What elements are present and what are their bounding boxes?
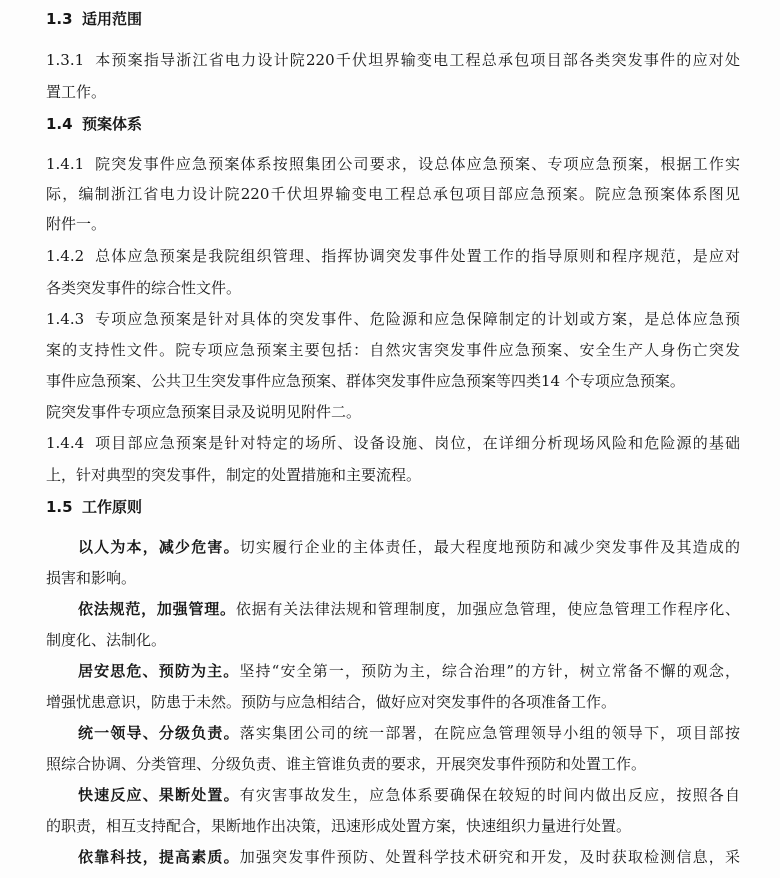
clause-1-3-1-line-1 [46, 49, 740, 71]
clause-1-4-4-line-1 [46, 432, 740, 454]
clause-1-4-1-line-1 [46, 153, 740, 175]
clause-text: 上，针对典型的突发事件，制定的处置措施和主要流程。 [46, 466, 422, 484]
section-number: 1.4 [46, 115, 73, 133]
clause-number: 1.4.1 [46, 155, 85, 173]
clause-text: 附件一。 [46, 215, 107, 233]
principle-2-line-2 [46, 629, 740, 651]
principle-text: 照综合协调、分类管理、分级负责、谁主管谁负责的要求，开展突发事件预防和处置工作。 [46, 755, 647, 773]
principle-text: 增强忧患意识，防患于未然。预防与应急相结合，做好应对突发事件的各项准备工作。 [46, 693, 617, 711]
principle-text: 有灾害事故发生，应急体系要确保在较短的时间内做出反应，按照各自 [239, 786, 740, 804]
clause-1-4-3-line-3 [46, 370, 740, 392]
section-title: 工作原则 [82, 498, 143, 516]
principle-text: 损害和影响。 [46, 569, 137, 587]
principle-text: 落实集团公司的统一部署，在院应急管理领导小组的领导下，项目部按 [239, 724, 740, 742]
principle-lead: 快速反应、果断处置。 [78, 786, 240, 804]
clause-1-4-3-line-2 [46, 339, 740, 361]
clause-1-4-1-line-2 [46, 183, 740, 205]
clause-number: 1.4.4 [46, 434, 85, 452]
principle-lead: 统一领导、分级负责。 [78, 724, 240, 742]
principle-text: 坚持“安全第一，预防为主，综合治理”的方针，树立常备不懈的观念， [239, 662, 740, 680]
clause-1-4-3-line-1 [46, 308, 740, 330]
section-heading-1-5 [46, 496, 740, 518]
clause-text: 专项应急预案是针对具体的突发事件、危险源和应急保障制定的计划或方案，是总体应急预 [94, 310, 740, 328]
principle-text: 依据有关法律法规和管理制度，加强应急管理，使应急管理工作程序化、 [235, 600, 740, 618]
clause-1-4-2-line-1 [46, 245, 740, 267]
clause-text: 置工作。 [46, 83, 107, 101]
section-title: 预案体系 [82, 115, 143, 133]
principle-5-line-1 [78, 784, 740, 806]
principle-3-line-2 [46, 691, 740, 713]
clause-text: 案的支持性文件。院专项应急预案主要包括：自然灾害突发事件应急预案、安全生产人身伤亡突发 [46, 341, 740, 359]
principle-text: 的职责，相互支持配合，果断地作出决策，迅速形成处置方案，快速组织力量进行处置。 [46, 817, 632, 835]
clause-number: 1.4.2 [46, 247, 85, 265]
principle-3-line-1 [78, 660, 740, 682]
clause-number: 1.3.1 [46, 51, 85, 69]
clause-text: 院突发事件专项应急预案目录及说明见附件二。 [46, 403, 362, 421]
principle-text: 制度化、法制化。 [46, 631, 167, 649]
principle-text: 加强突发事件预防、处置科学技术研究和开发，及时获取检测信息，采 [239, 848, 740, 866]
clause-text: 事件应急预案、公共卫生突发事件应急预案、群体突发事件应急预案等四类14 个专项应急预案。 [46, 372, 685, 390]
clause-text: 总体应急预案是我院组织管理、指挥协调突发事件处置工作的指导原则和程序规范，是应对 [94, 247, 740, 265]
clause-1-4-2-line-2 [46, 277, 740, 299]
principle-6-line-1 [78, 846, 740, 868]
section-heading-1-3 [46, 8, 740, 30]
principle-lead: 以人为本，减少危害。 [78, 538, 240, 556]
principle-4-line-1 [78, 722, 740, 744]
principle-2-line-1 [78, 598, 740, 620]
principle-1-line-1 [78, 536, 740, 558]
section-title: 适用范围 [82, 10, 143, 28]
clause-1-4-3-line-4 [46, 401, 740, 423]
clause-1-4-4-line-2 [46, 464, 740, 486]
clause-number: 1.4.3 [46, 310, 85, 328]
section-number: 1.3 [46, 10, 73, 28]
principle-lead: 居安思危、预防为主。 [78, 662, 240, 680]
clause-text: 各类突发事件的综合性文件。 [46, 279, 242, 297]
principle-lead: 依靠科技，提高素质。 [78, 848, 240, 866]
clause-text: 本预案指导浙江省电力设计院220千伏坦界输变电工程总承包项目部各类突发事件的应对处 [94, 51, 740, 69]
clause-1-3-1-line-2 [46, 81, 740, 103]
section-heading-1-4 [46, 113, 740, 135]
principle-4-line-2 [46, 753, 740, 775]
section-number: 1.5 [46, 498, 73, 516]
clause-1-4-1-line-3 [46, 213, 740, 235]
clause-text: 院突发事件应急预案体系按照集团公司要求，设总体应急预案、专项应急预案，根据工作实 [94, 155, 740, 173]
principle-lead: 依法规范，加强管理。 [78, 600, 236, 618]
clause-text: 际，编制浙江省电力设计院220千伏坦界输变电工程总承包项目部应急预案。院应急预案体系图见 [46, 185, 740, 203]
clause-text: 项目部应急预案是针对特定的场所、设备设施、岗位，在详细分析现场风险和危险源的基础 [94, 434, 740, 452]
principle-5-line-2 [46, 815, 740, 837]
principle-text: 切实履行企业的主体责任，最大程度地预防和减少突发事件及其造成的 [239, 538, 740, 556]
principle-1-line-2 [46, 567, 740, 589]
